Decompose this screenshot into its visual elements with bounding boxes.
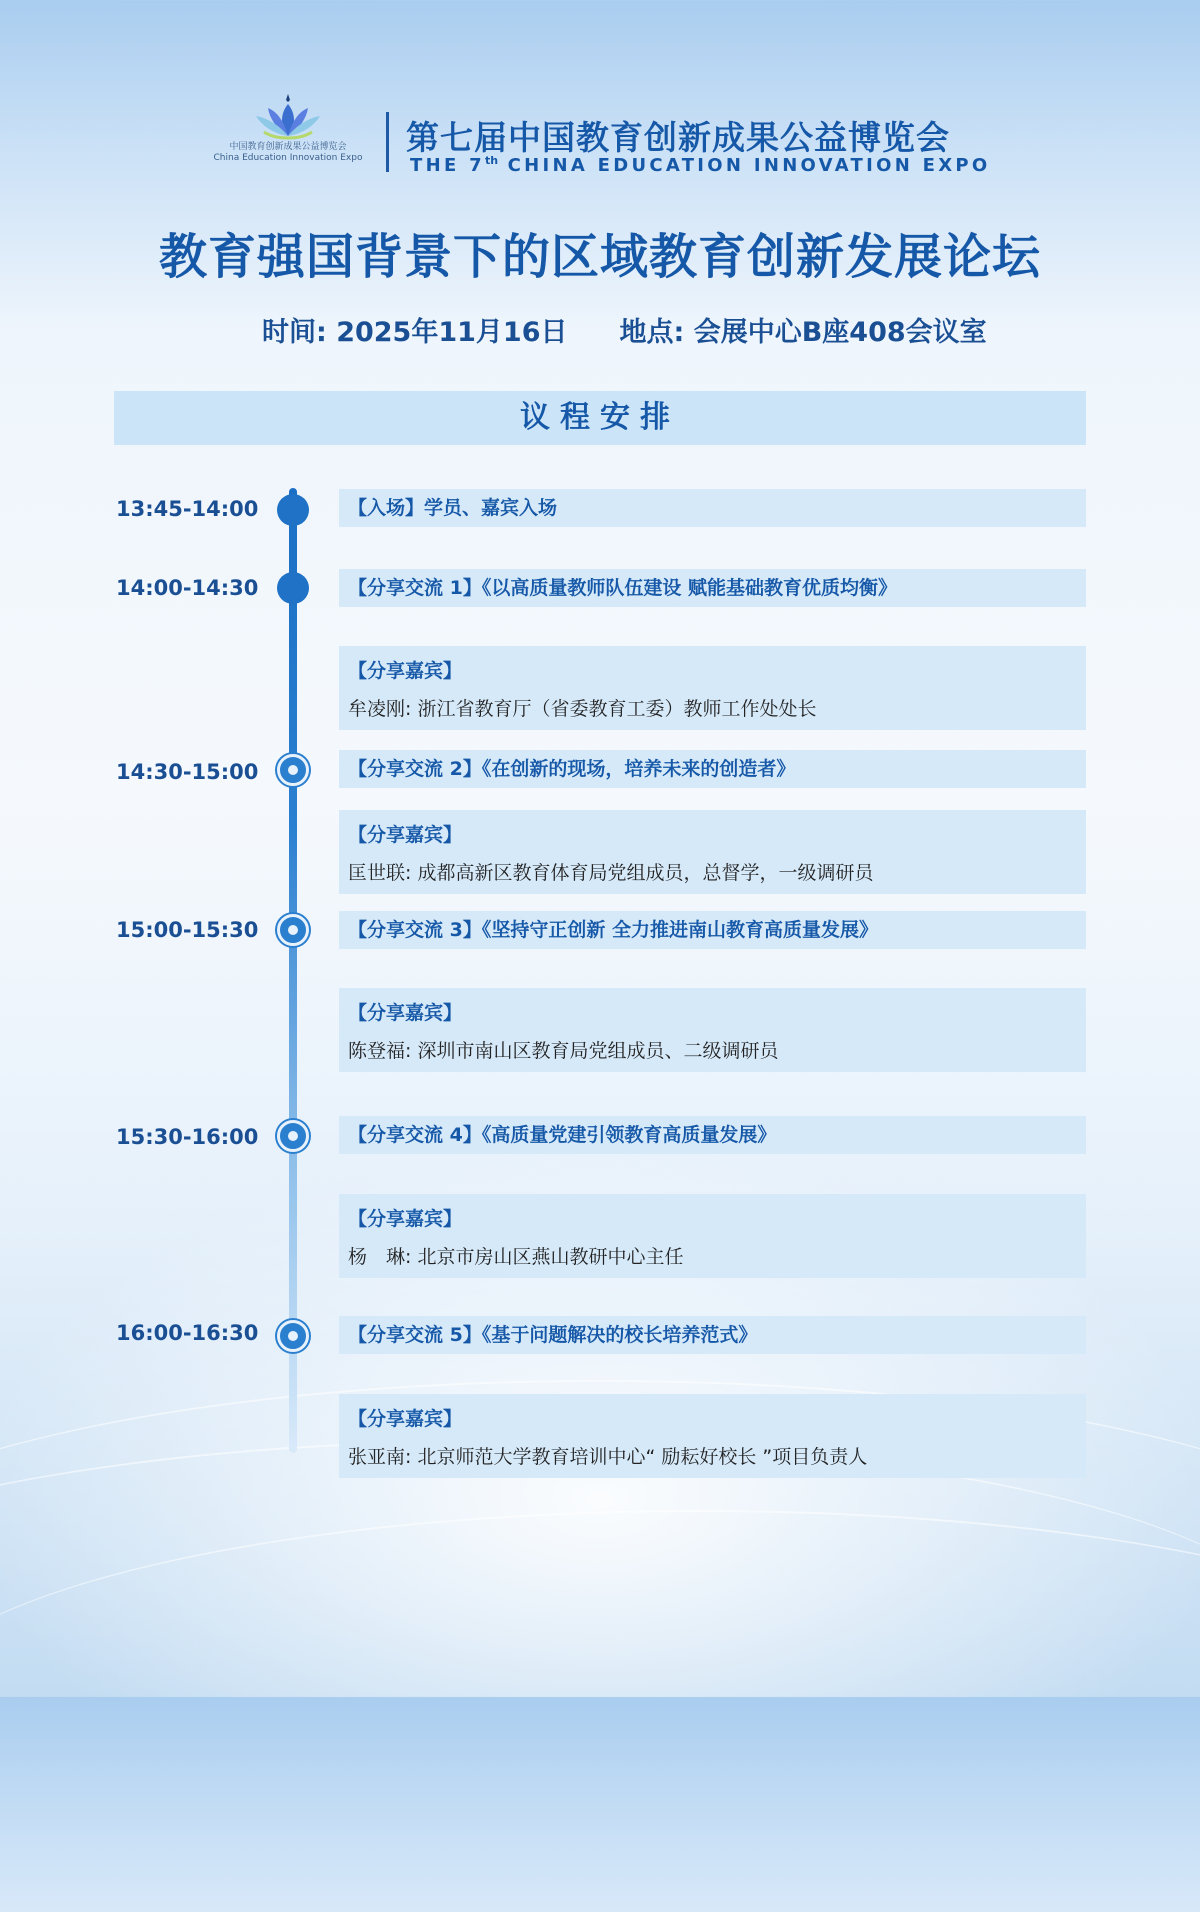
session-box: 【分享交流 5】《基于问题解决的校长培养范式》: [339, 1316, 1086, 1354]
timeline-dot: [277, 1120, 309, 1152]
time-slot: 14:30-15:00: [116, 760, 259, 784]
time-slot: 14:00-14:30: [116, 576, 259, 600]
speaker-box: [339, 1394, 1086, 1478]
event-time: 时间: 2025年11月16日: [262, 317, 568, 348]
speaker-label: 【分享嘉宾】: [348, 1208, 463, 1230]
session-box: 【分享交流 3】《坚持守正创新 全力推进南山教育高质量发展》: [339, 911, 1086, 949]
logo-caption-en: China Education Innovation Expo: [213, 153, 363, 163]
speaker-name: 张亚南: 北京师范大学教育培训中心“ 励耘好校长 ”项目负责人: [348, 1446, 868, 1468]
logo-caption-cn: 中国教育创新成果公益博览会: [229, 142, 347, 152]
event-meta: [262, 310, 987, 349]
background-wave: [0, 1510, 1200, 1912]
lotus-logo-icon: [250, 92, 326, 140]
speaker-label: 【分享嘉宾】: [348, 1002, 463, 1024]
timeline-dot: [277, 1320, 309, 1352]
event-place: 地点: 会展中心B座408会议室: [619, 317, 987, 348]
forum-title: 教育强国背景下的区域教育创新发展论坛: [158, 229, 1041, 285]
speaker-box: [339, 988, 1086, 1072]
speaker-label: 【分享嘉宾】: [348, 824, 463, 846]
speaker-label: 【分享嘉宾】: [348, 660, 463, 682]
time-slot: 15:00-15:30: [116, 918, 259, 942]
expo-name-cn: 第七届中国教育创新成果公益博览会: [406, 118, 950, 157]
background-wave: [0, 1440, 1200, 1842]
speaker-name: 牟凌刚: 浙江省教育厅（省委教育工委）教师工作处处长: [348, 698, 817, 720]
timeline-dot: [277, 494, 309, 526]
timeline-dot: [277, 914, 309, 946]
timeline-dot: [277, 754, 309, 786]
header-divider: [386, 112, 389, 172]
speaker-label: 【分享嘉宾】: [348, 1408, 463, 1430]
timeline-dot: [277, 572, 309, 604]
speaker-box: [339, 810, 1086, 894]
time-slot: 16:00-16:30: [116, 1321, 259, 1345]
speaker-name: 陈登福: 深圳市南山区教育局党组成员、二级调研员: [348, 1040, 779, 1062]
expo-logo: [208, 92, 368, 174]
session-box: 【分享交流 2】《在创新的现场，培养未来的创造者》: [339, 750, 1086, 788]
session-box: 【分享交流 1】《以高质量教师队伍建设 赋能基础教育优质均衡》: [339, 569, 1086, 607]
speaker-box: [339, 1194, 1086, 1278]
speaker-name: 杨 琳: 北京市房山区燕山教研中心主任: [348, 1246, 684, 1268]
agenda-heading: 议程安排: [114, 391, 1086, 445]
expo-name-en: THE 7th CHINA EDUCATION INNOVATION EXPO: [410, 154, 991, 176]
session-box: 【入场】学员、嘉宾入场: [339, 489, 1086, 527]
speaker-name: 匡世联: 成都高新区教育体育局党组成员，总督学，一级调研员: [348, 862, 874, 884]
time-slot: 15:30-16:00: [116, 1125, 259, 1149]
session-box: 【分享交流 4】《高质量党建引领教育高质量发展》: [339, 1116, 1086, 1154]
time-slot: 13:45-14:00: [116, 497, 259, 521]
timeline-line: [289, 488, 297, 1453]
speaker-box: [339, 646, 1086, 730]
